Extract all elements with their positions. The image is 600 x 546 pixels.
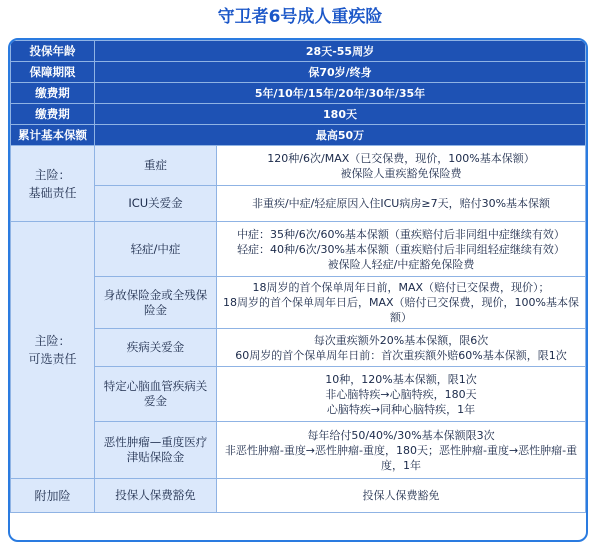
- benefit-name: 特定心脑血管疾病关爱金: [95, 367, 217, 422]
- table-row: [11, 186, 586, 222]
- table-row: [11, 422, 586, 479]
- benefit-desc: 120种/6次/MAX（已交保费，现价，100%基本保额） 被保险人重疾豁免保险费: [217, 146, 586, 186]
- benefit-name: ICU关爱金: [95, 186, 217, 222]
- row-label: 累计基本保额: [11, 125, 95, 146]
- table-row: [11, 367, 586, 422]
- page-title: 守卫者6号成人重疾险: [217, 7, 383, 27]
- benefit-name: 投保人保费豁免: [95, 479, 217, 513]
- benefit-desc: 中症：35种/6次/60%基本保额（重疾赔付后非同组中症继续有效） 轻症：40种/6次/30%基本保额（重疾赔付后非同组轻症继续有效） 被保险人轻症/中症豁免保险费: [217, 222, 586, 277]
- benefit-name: 恶性肿瘤—重度医疗津贴保险金: [95, 422, 217, 479]
- benefit-desc: 投保人保费豁免: [217, 479, 586, 513]
- benefit-desc: 10种，120%基本保额，限1次 非心脑特疾→心脑特疾，180天 心脑特疾→同种心脑特疾，1年: [217, 367, 586, 422]
- table-row: [11, 479, 586, 513]
- benefit-name: 疾病关爱金: [95, 329, 217, 367]
- row-value: 28天-55周岁: [95, 41, 586, 62]
- table-row: [11, 125, 586, 146]
- table-row: [11, 146, 586, 186]
- table-row: [11, 41, 586, 62]
- category-optional: 主险： 可选责任: [11, 222, 95, 479]
- row-label: 保障期限: [11, 62, 95, 83]
- coverage-table-frame: [8, 38, 588, 542]
- category-basic: 主险： 基础责任: [11, 146, 95, 222]
- table-row: [11, 104, 586, 125]
- row-label: 缴费期: [11, 104, 95, 125]
- table-row: [11, 277, 586, 329]
- table-row: [11, 62, 586, 83]
- benefit-desc: 18周岁的首个保单周年日前，MAX（赔付已交保费，现价）； 18周岁的首个保单周年日后，MAX（赔付已交保费，现价，100%基本保额）: [217, 277, 586, 329]
- row-value: 180天: [95, 104, 586, 125]
- coverage-table: [10, 40, 586, 513]
- benefit-desc: 非重疾/中症/轻症原因入住ICU病房≥7天，赔付30%基本保额: [217, 186, 586, 222]
- row-value: 5年/10年/15年/20年/30年/35年: [95, 83, 586, 104]
- benefit-name: 轻症/中症: [95, 222, 217, 277]
- benefit-name: 重症: [95, 146, 217, 186]
- row-label: 缴费期: [11, 83, 95, 104]
- benefit-desc: 每次重疾额外20%基本保额，限6次 60周岁的首个保单周年日前：首次重疾额外赔60%基本保额，限1次: [217, 329, 586, 367]
- benefit-name: 身故保险金或全残保险金: [95, 277, 217, 329]
- table-row: [11, 222, 586, 277]
- category-addon: 附加险: [11, 479, 95, 513]
- row-value: 最高50万: [95, 125, 586, 146]
- table-row: [11, 329, 586, 367]
- row-value: 保70岁/终身: [95, 62, 586, 83]
- table-row: [11, 83, 586, 104]
- benefit-desc: 每年给付50/40%/30%基本保额限3次 非恶性肿瘤-重度→恶性肿瘤-重度，180天；恶性肿瘤-重度→恶性肿瘤-重度，1年: [217, 422, 586, 479]
- row-label: 投保年龄: [11, 41, 95, 62]
